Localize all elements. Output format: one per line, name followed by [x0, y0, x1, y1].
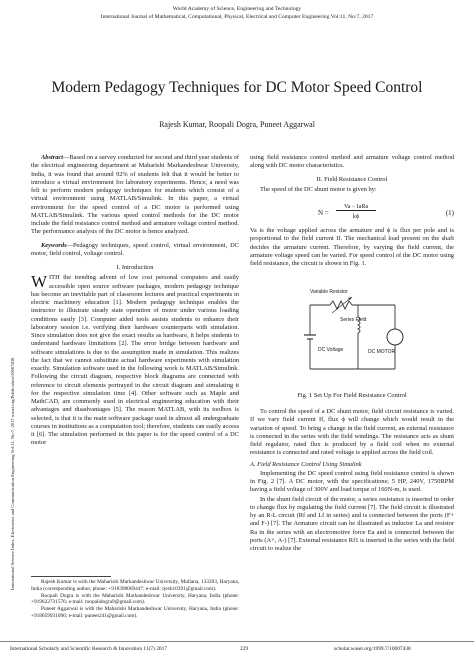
continuation-text: using field resistance control method and armature voltage control method along with DC motor characteristics.	[250, 154, 454, 170]
keywords-text: —Pedagogy techniques, speed control, virtual environment, DC motor, field control, voltage control.	[31, 241, 239, 257]
intro-text: ITH the trending advent of low cost personal computers and easily accessible open source software packages, modern pedagogy technique has become an inevitable part of classroom lectures and practical experiments in electric machinery education [1]. Modern pedagogy technique enables the instructor to illustrate steady state operation of motor under various loading conditions easily [3]. Computer aided tools assists students to enhance their laboratory session i.e. verifying their hardware counterparts with simulation. Since simulation does not give the exact results as hardware, it helps students to understand hardware limitations [2]. The error bridge between hardware and software simulations is due to the assumption made in simulation. This realizes the fact that we cannot substitute actual hardware experiments with simulation exactly. Simulation software used in the following work is MATLAB/Simulink. Following the circuit diagram, respective block diagrams are connected with reference to circuit elements portrayed in the circuit diagram and simulating it for the respective simulation time [4]. Other software such as Maple and MathCAD, are commonly used in electrical engineering education with their advantages and disadvantages [5]. The reason MATLAB, with its toolbox is selected, is that it is the main software package used in almost all undergraduate courses in institutions as a computation tool; therefore, students can easily access it [6]. The simulation performed in this paper is for the speed control of a DC motor	[31, 274, 239, 447]
circuit-diagram	[300, 289, 410, 385]
footer-rule	[0, 641, 474, 642]
section2-heading: II. Field Resistance Control	[316, 175, 388, 183]
footnote-2: Roopali Dogra is with the Maharishi Markandeshwar University, Haryana, India (phone: +919622731576; e-mail: roopalidogra9@gmail.com).	[31, 592, 239, 606]
dc-motor-symbol	[387, 329, 403, 345]
left-column	[31, 154, 239, 448]
speed-intro: The speed of the DC shunt motor is given by:	[260, 185, 377, 193]
label-series-field: Series Field	[340, 317, 367, 323]
figure-1	[300, 289, 410, 385]
journal-publisher-line: World Academy of Science, Engineering and Technology	[172, 6, 302, 12]
footnotes	[31, 579, 239, 620]
abstract-text: —Based on a survey conducted for second and third year students of the electrical engineering department at Maharishi Markandeshwar University, India, it was found that around 92% of students felt that it would be better to introduce a virtual environment for laboratory experiments. Hence, a need was felt to perform modern pedagogy techniques for students which consist of a virtual environment using MATLAB/Simulink. In this paper, a virtual environment for the speed control of a DC motor is performed using MATLAB/Simulink. The various speed control methods for the DC motor include the field resistance control method and armature voltage control method. The performance analysis of the DC motor is hence analyzed.	[31, 154, 239, 236]
equation-lhs: N =	[318, 209, 329, 217]
variable-resistor	[330, 301, 352, 309]
intro-dropcap: W	[31, 272, 48, 292]
equation-numerator: Va − IaRa	[336, 204, 376, 211]
paper-authors: Rajesh Kumar, Roopali Dogra, Puneet Aggarwal	[159, 120, 315, 129]
intro-heading: I. Introduction	[116, 264, 154, 271]
footer-left: International Scholarly and Scientific Research & Innovation 11(7) 2017	[10, 646, 167, 652]
abstract	[31, 154, 239, 237]
simulation-paragraph-2: In the shunt field circuit of the motor, a series resistance is inserted in order to change flux by regulating the field current [7]. The field circuit is illustrated by an R-L circuit (Rf and Lf in series) and is connected between the ports (F+ and F-) [7]. The Armature circuit can be illustrated as inductor La and resistor Ra in the series with an electromotive force Ea and is connected between the ports (A+, A-) [7]. External resistance Rf1 is inserted in the series with the field circuit to realize the	[250, 495, 454, 552]
equation-denominator: kϕ	[352, 214, 360, 220]
journal-info-line: International Journal of Mathematical, Computational, Physical, Electrical and Computer Engineering Vol:11, No:7, 2017	[100, 14, 374, 20]
equation-explanation: Va is the voltage applied across the armature and ϕ is flux per pole and is proportional to the field current If. The mechanical load present on the shaft decides the armature current. Therefore, by varying the field current, the armature voltage speed can be varied. For speed control of the DC motor using field resistance, the circuit is shown in Fig. 1.	[250, 227, 454, 267]
figure-1-caption: Fig. 1 Set Up For Field Resistance Control	[297, 392, 407, 399]
keywords	[31, 242, 239, 259]
label-variable-resistor: Variable Resistor	[310, 289, 348, 295]
keywords-label: Keywords	[41, 241, 67, 249]
label-dc-motor: DC MOTOR	[368, 349, 396, 355]
right-column-bottom	[250, 408, 454, 553]
label-dc-voltage: DC Voltage	[318, 347, 344, 353]
footnote-3: Puneet Aggarwal is with the Maharishi Markandeshwar University, Haryana, India (phone: +918059931096; e-mail: puneet241@gmail.com).	[31, 606, 239, 619]
equation-number: (1)	[445, 209, 454, 217]
intro-paragraph	[31, 274, 239, 447]
footnote-1: Rajesh Kumar is with the Maharishi Markandeshwar University, Mullana, 133203, Haryana, India (corresponding author, phone: +918398069447; e-mail: rjesh10391@gmail.com).	[31, 579, 239, 592]
side-index-text: International Science Index, Electronics and Communication Engineering Vol:11, No:7, 2017 waset.org/Publication/10007438	[10, 357, 15, 590]
simulation-paragraph-1: Implementing the DC speed control using field resistance control is shown in Fig. 2 [7]. A DC motor, with the specifications; 5 HP, 240V, 1750RPM having a field voltage of 300V and load torque of 160N-m, is used.	[250, 469, 454, 494]
page-number: 229	[240, 646, 249, 652]
right-column-top	[250, 154, 454, 194]
control-paragraph: To control the speed of a DC shunt motor, field circuit resistance is varied. If we vary field current If, flux ϕ will change which would result in the variation of speed. To bring a change in the field current, an external resistance is connected in the series with the field windings. The resistance acts as shunt field regulator, rated flux is produced by a field coil when no external resistance is connected and rated voltage is applied across the field coil.	[250, 408, 454, 457]
subsection-heading: A. Field Resistance Control Using Simulink	[250, 460, 362, 468]
paper-title: Modern Pedagogy Techniques for DC Motor Speed Control	[51, 79, 423, 96]
footer-right: scholar.waset.org/1999.7/10007438	[334, 646, 411, 652]
abstract-label: Abstract	[41, 154, 64, 161]
equation-1	[250, 203, 454, 227]
footnote-rule	[31, 576, 111, 577]
